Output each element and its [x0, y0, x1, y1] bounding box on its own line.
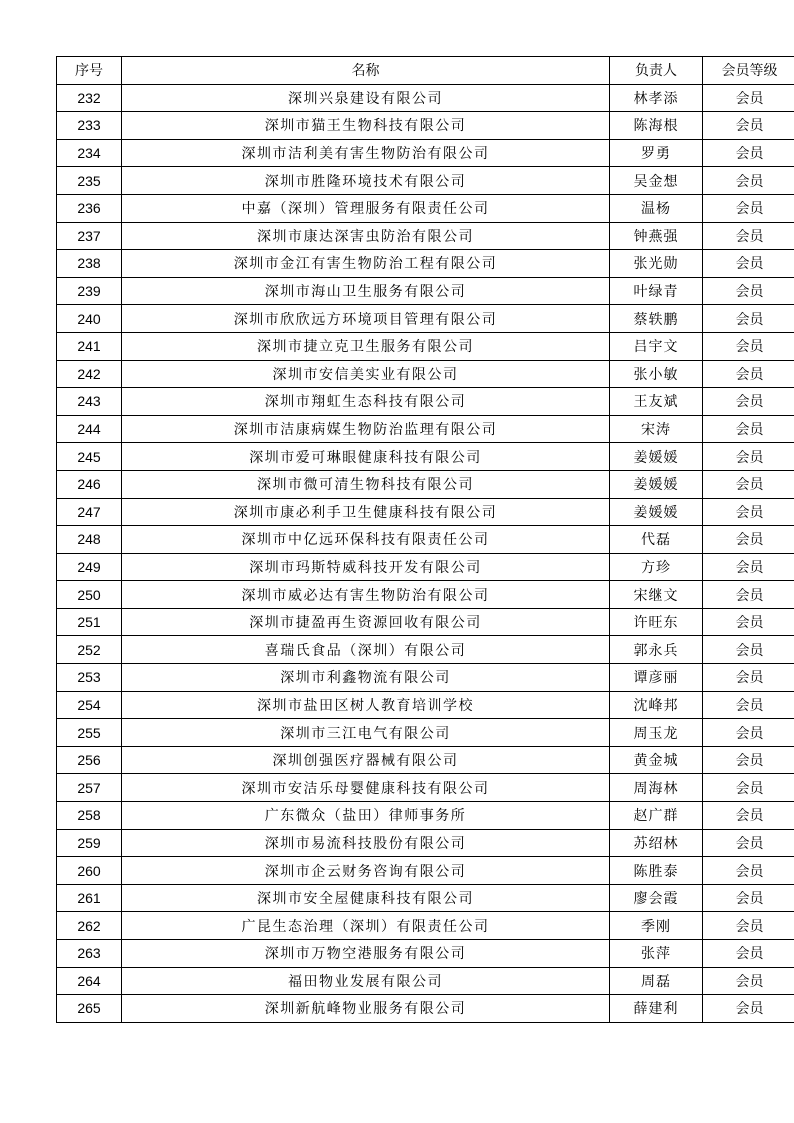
table-row	[57, 388, 794, 416]
person-in-charge: 薛建利	[610, 995, 703, 1023]
person-in-charge: 沈峰邦	[610, 691, 703, 719]
member-level: 会员	[703, 139, 794, 167]
person-in-charge: 张光勋	[610, 250, 703, 278]
company-name: 喜瑞氏食品（深圳）有限公司	[122, 636, 610, 664]
row-number: 246	[57, 470, 122, 498]
member-level: 会员	[703, 802, 794, 830]
member-level: 会员	[703, 194, 794, 222]
table-row	[57, 139, 794, 167]
row-number: 245	[57, 443, 122, 471]
row-number: 254	[57, 691, 122, 719]
company-name: 深圳市安洁乐母婴健康科技有限公司	[122, 774, 610, 802]
table-row	[57, 719, 794, 747]
person-in-charge: 宋继文	[610, 581, 703, 609]
person-in-charge: 叶绿青	[610, 277, 703, 305]
person-in-charge: 姜媛媛	[610, 498, 703, 526]
row-number: 234	[57, 139, 122, 167]
table-header-row	[57, 57, 794, 85]
company-name: 深圳市利鑫物流有限公司	[122, 664, 610, 692]
row-number: 236	[57, 194, 122, 222]
member-level: 会员	[703, 84, 794, 112]
table-row	[57, 581, 794, 609]
row-number: 244	[57, 415, 122, 443]
company-name: 深圳市康必利手卫生健康科技有限公司	[122, 498, 610, 526]
company-name: 深圳新航峰物业服务有限公司	[122, 995, 610, 1023]
table-row	[57, 84, 794, 112]
member-level: 会员	[703, 250, 794, 278]
company-name: 深圳市安信美实业有限公司	[122, 360, 610, 388]
person-in-charge: 宋涛	[610, 415, 703, 443]
member-table	[56, 56, 794, 1023]
company-name: 深圳市万物空港服务有限公司	[122, 940, 610, 968]
member-level: 会员	[703, 222, 794, 250]
company-name: 深圳创强医疗器械有限公司	[122, 746, 610, 774]
table-row	[57, 194, 794, 222]
row-number: 260	[57, 857, 122, 885]
person-in-charge: 周玉龙	[610, 719, 703, 747]
row-number: 238	[57, 250, 122, 278]
member-level: 会员	[703, 498, 794, 526]
person-in-charge: 温杨	[610, 194, 703, 222]
table-row	[57, 332, 794, 360]
member-level: 会员	[703, 940, 794, 968]
table-row	[57, 967, 794, 995]
table-row	[57, 664, 794, 692]
company-name: 深圳市三江电气有限公司	[122, 719, 610, 747]
table-row	[57, 498, 794, 526]
company-name: 广东微众（盐田）律师事务所	[122, 802, 610, 830]
row-number: 261	[57, 884, 122, 912]
person-in-charge: 罗勇	[610, 139, 703, 167]
person-in-charge: 姜媛媛	[610, 470, 703, 498]
header-person-in-charge: 负责人	[610, 57, 703, 85]
person-in-charge: 代磊	[610, 526, 703, 554]
table-row	[57, 360, 794, 388]
company-name: 深圳市捷立克卫生服务有限公司	[122, 332, 610, 360]
table-row	[57, 222, 794, 250]
member-level: 会员	[703, 553, 794, 581]
table-row	[57, 995, 794, 1023]
table-row	[57, 526, 794, 554]
table-row	[57, 691, 794, 719]
company-name: 深圳市微可清生物科技有限公司	[122, 470, 610, 498]
member-level: 会员	[703, 305, 794, 333]
row-number: 263	[57, 940, 122, 968]
member-level: 会员	[703, 967, 794, 995]
person-in-charge: 吕宇文	[610, 332, 703, 360]
person-in-charge: 张小敏	[610, 360, 703, 388]
table-row	[57, 829, 794, 857]
company-name: 深圳市企云财务咨询有限公司	[122, 857, 610, 885]
person-in-charge: 钟燕强	[610, 222, 703, 250]
company-name: 深圳市欣欣远方环境项目管理有限公司	[122, 305, 610, 333]
member-level: 会员	[703, 443, 794, 471]
company-name: 深圳市捷盈再生资源回收有限公司	[122, 608, 610, 636]
member-level: 会员	[703, 526, 794, 554]
person-in-charge: 周海林	[610, 774, 703, 802]
header-name: 名称	[122, 57, 610, 85]
company-name: 深圳市翔虹生态科技有限公司	[122, 388, 610, 416]
row-number: 255	[57, 719, 122, 747]
header-number: 序号	[57, 57, 122, 85]
table-row	[57, 912, 794, 940]
table-row	[57, 940, 794, 968]
table-row	[57, 470, 794, 498]
person-in-charge: 谭彦丽	[610, 664, 703, 692]
person-in-charge: 赵广群	[610, 802, 703, 830]
person-in-charge: 许旺东	[610, 608, 703, 636]
member-level: 会员	[703, 857, 794, 885]
company-name: 深圳市金江有害生物防治工程有限公司	[122, 250, 610, 278]
row-number: 242	[57, 360, 122, 388]
row-number: 262	[57, 912, 122, 940]
table-body	[57, 84, 794, 1022]
company-name: 深圳市海山卫生服务有限公司	[122, 277, 610, 305]
person-in-charge: 林孝添	[610, 84, 703, 112]
member-level: 会员	[703, 415, 794, 443]
person-in-charge: 黄金城	[610, 746, 703, 774]
person-in-charge: 方珍	[610, 553, 703, 581]
company-name: 深圳市爱可琳眼健康科技有限公司	[122, 443, 610, 471]
company-name: 深圳市玛斯特威科技开发有限公司	[122, 553, 610, 581]
row-number: 249	[57, 553, 122, 581]
person-in-charge: 陈海根	[610, 112, 703, 140]
table-row	[57, 415, 794, 443]
member-level: 会员	[703, 664, 794, 692]
table-row	[57, 802, 794, 830]
member-level: 会员	[703, 112, 794, 140]
company-name: 深圳市安全屋健康科技有限公司	[122, 884, 610, 912]
member-level: 会员	[703, 388, 794, 416]
table-row	[57, 277, 794, 305]
header-member-level: 会员等级	[703, 57, 794, 85]
table-row	[57, 774, 794, 802]
row-number: 233	[57, 112, 122, 140]
table-row	[57, 250, 794, 278]
table-row	[57, 305, 794, 333]
row-number: 243	[57, 388, 122, 416]
member-level: 会员	[703, 912, 794, 940]
row-number: 248	[57, 526, 122, 554]
row-number: 237	[57, 222, 122, 250]
row-number: 250	[57, 581, 122, 609]
member-level: 会员	[703, 636, 794, 664]
member-level: 会员	[703, 691, 794, 719]
member-level: 会员	[703, 746, 794, 774]
table-row	[57, 167, 794, 195]
company-name: 深圳市中亿远环保科技有限责任公司	[122, 526, 610, 554]
company-name: 深圳市洁利美有害生物防治有限公司	[122, 139, 610, 167]
row-number: 241	[57, 332, 122, 360]
row-number: 259	[57, 829, 122, 857]
member-level: 会员	[703, 277, 794, 305]
row-number: 247	[57, 498, 122, 526]
row-number: 251	[57, 608, 122, 636]
person-in-charge: 郭永兵	[610, 636, 703, 664]
member-level: 会员	[703, 995, 794, 1023]
row-number: 258	[57, 802, 122, 830]
company-name: 福田物业发展有限公司	[122, 967, 610, 995]
table-row	[57, 857, 794, 885]
person-in-charge: 周磊	[610, 967, 703, 995]
row-number: 265	[57, 995, 122, 1023]
member-level: 会员	[703, 332, 794, 360]
member-level: 会员	[703, 774, 794, 802]
member-level: 会员	[703, 608, 794, 636]
person-in-charge: 王友斌	[610, 388, 703, 416]
member-level: 会员	[703, 470, 794, 498]
company-name: 深圳市易流科技股份有限公司	[122, 829, 610, 857]
table-row	[57, 443, 794, 471]
row-number: 232	[57, 84, 122, 112]
row-number: 235	[57, 167, 122, 195]
table-row	[57, 746, 794, 774]
person-in-charge: 姜媛媛	[610, 443, 703, 471]
table-row	[57, 553, 794, 581]
row-number: 239	[57, 277, 122, 305]
company-name: 深圳市康达深害虫防治有限公司	[122, 222, 610, 250]
row-number: 256	[57, 746, 122, 774]
member-level: 会员	[703, 884, 794, 912]
member-level: 会员	[703, 581, 794, 609]
row-number: 253	[57, 664, 122, 692]
member-level: 会员	[703, 719, 794, 747]
table-row	[57, 112, 794, 140]
person-in-charge: 苏绍林	[610, 829, 703, 857]
company-name: 深圳市胜隆环境技术有限公司	[122, 167, 610, 195]
company-name: 广昆生态治理（深圳）有限责任公司	[122, 912, 610, 940]
person-in-charge: 季刚	[610, 912, 703, 940]
person-in-charge: 蔡轶鹏	[610, 305, 703, 333]
table-row	[57, 608, 794, 636]
company-name: 中嘉（深圳）管理服务有限责任公司	[122, 194, 610, 222]
company-name: 深圳兴泉建设有限公司	[122, 84, 610, 112]
member-level: 会员	[703, 829, 794, 857]
row-number: 264	[57, 967, 122, 995]
member-level: 会员	[703, 167, 794, 195]
person-in-charge: 张萍	[610, 940, 703, 968]
company-name: 深圳市盐田区树人教育培训学校	[122, 691, 610, 719]
company-name: 深圳市威必达有害生物防治有限公司	[122, 581, 610, 609]
table-row	[57, 884, 794, 912]
row-number: 257	[57, 774, 122, 802]
person-in-charge: 吴金想	[610, 167, 703, 195]
company-name: 深圳市洁康病媒生物防治监理有限公司	[122, 415, 610, 443]
person-in-charge: 陈胜泰	[610, 857, 703, 885]
table-row	[57, 636, 794, 664]
person-in-charge: 廖会霞	[610, 884, 703, 912]
row-number: 252	[57, 636, 122, 664]
member-level: 会员	[703, 360, 794, 388]
row-number: 240	[57, 305, 122, 333]
company-name: 深圳市猫王生物科技有限公司	[122, 112, 610, 140]
